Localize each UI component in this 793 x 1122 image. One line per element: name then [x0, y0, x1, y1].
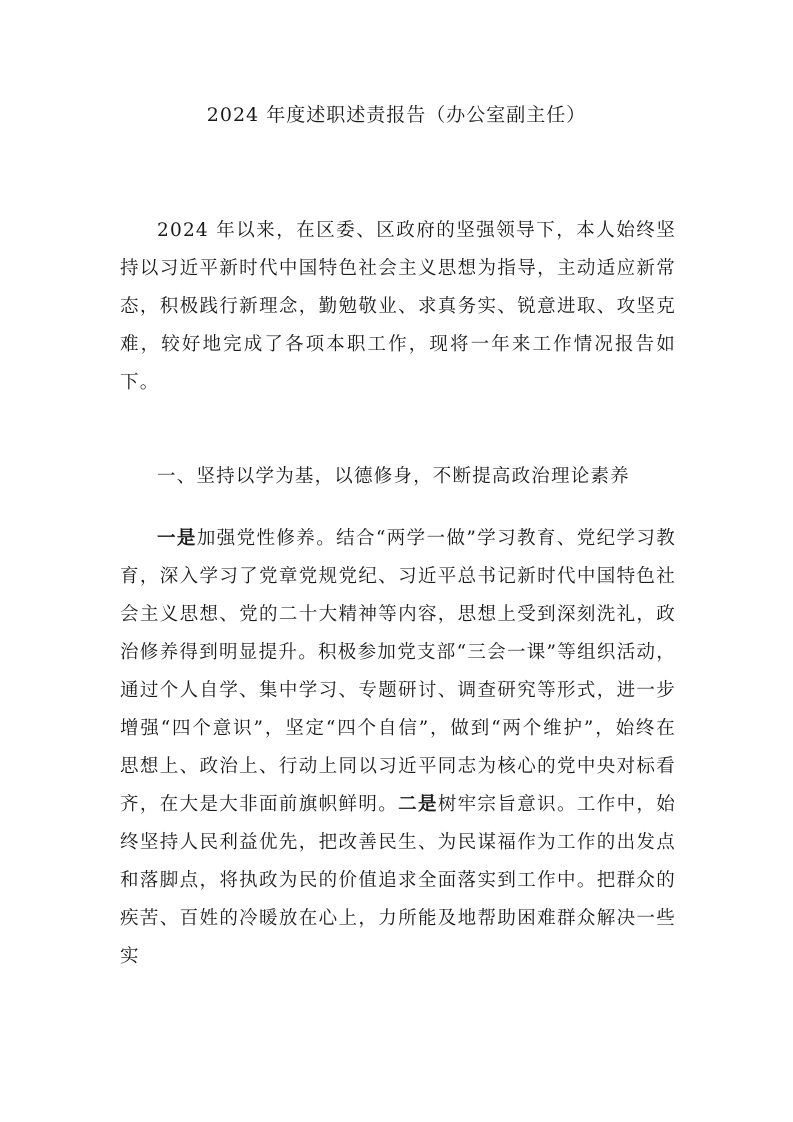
point-1-text: 加强党性修养。结合“两学一做”学习教育、党纪学习教育，深入学习了党章党规党纪、习近平总书记新时代中国特色社会主义思想、党的二十大精神等内容，思想上受到深刻洗礼，政治修养得到明显提升。积极参加党支部“三会一课”等组织活动，通过个人自学、集中学习、专题研讨、调查研究等形式，进一步增强“四个意识”，坚定“四个自信”，做到“两个维护”，始终在思想上、政治上、行动上同以习近平同志为核心的党中央对标看齐，在大是大非面前旗帜鲜明。 [120, 528, 677, 815]
intro-paragraph: 2024 年以来，在区委、区政府的坚强领导下，本人始终坚持以习近平新时代中国特色社会主义思想为指导，主动适应新常态，积极践行新理念，勤勉敬业、求真务实、锐意进取、攻坚克难，较好地完成了各项本职工作，现将一年来工作情况报告如下。 [120, 220, 676, 393]
document-title: 2024 年度述职述责报告（办公室副主任） [206, 104, 587, 126]
section-heading-1: 一、坚持以学为基，以德修身，不断提高政治理论素养 [157, 466, 630, 487]
point-1-lead: 一是 [157, 528, 197, 549]
body-paragraph [120, 520, 676, 976]
point-2-lead: 二是 [398, 794, 438, 815]
point-2-text: 树牢宗旨意识。工作中，始终坚持人民利益优先，把改善民生、为民谋福作为工作的出发点和落脚点，将执政为民的价值追求全面落实到工作中。把群众的疾苦、百姓的冷暖放在心上，力所能及地帮助困难群众解决一些实 [120, 794, 676, 967]
